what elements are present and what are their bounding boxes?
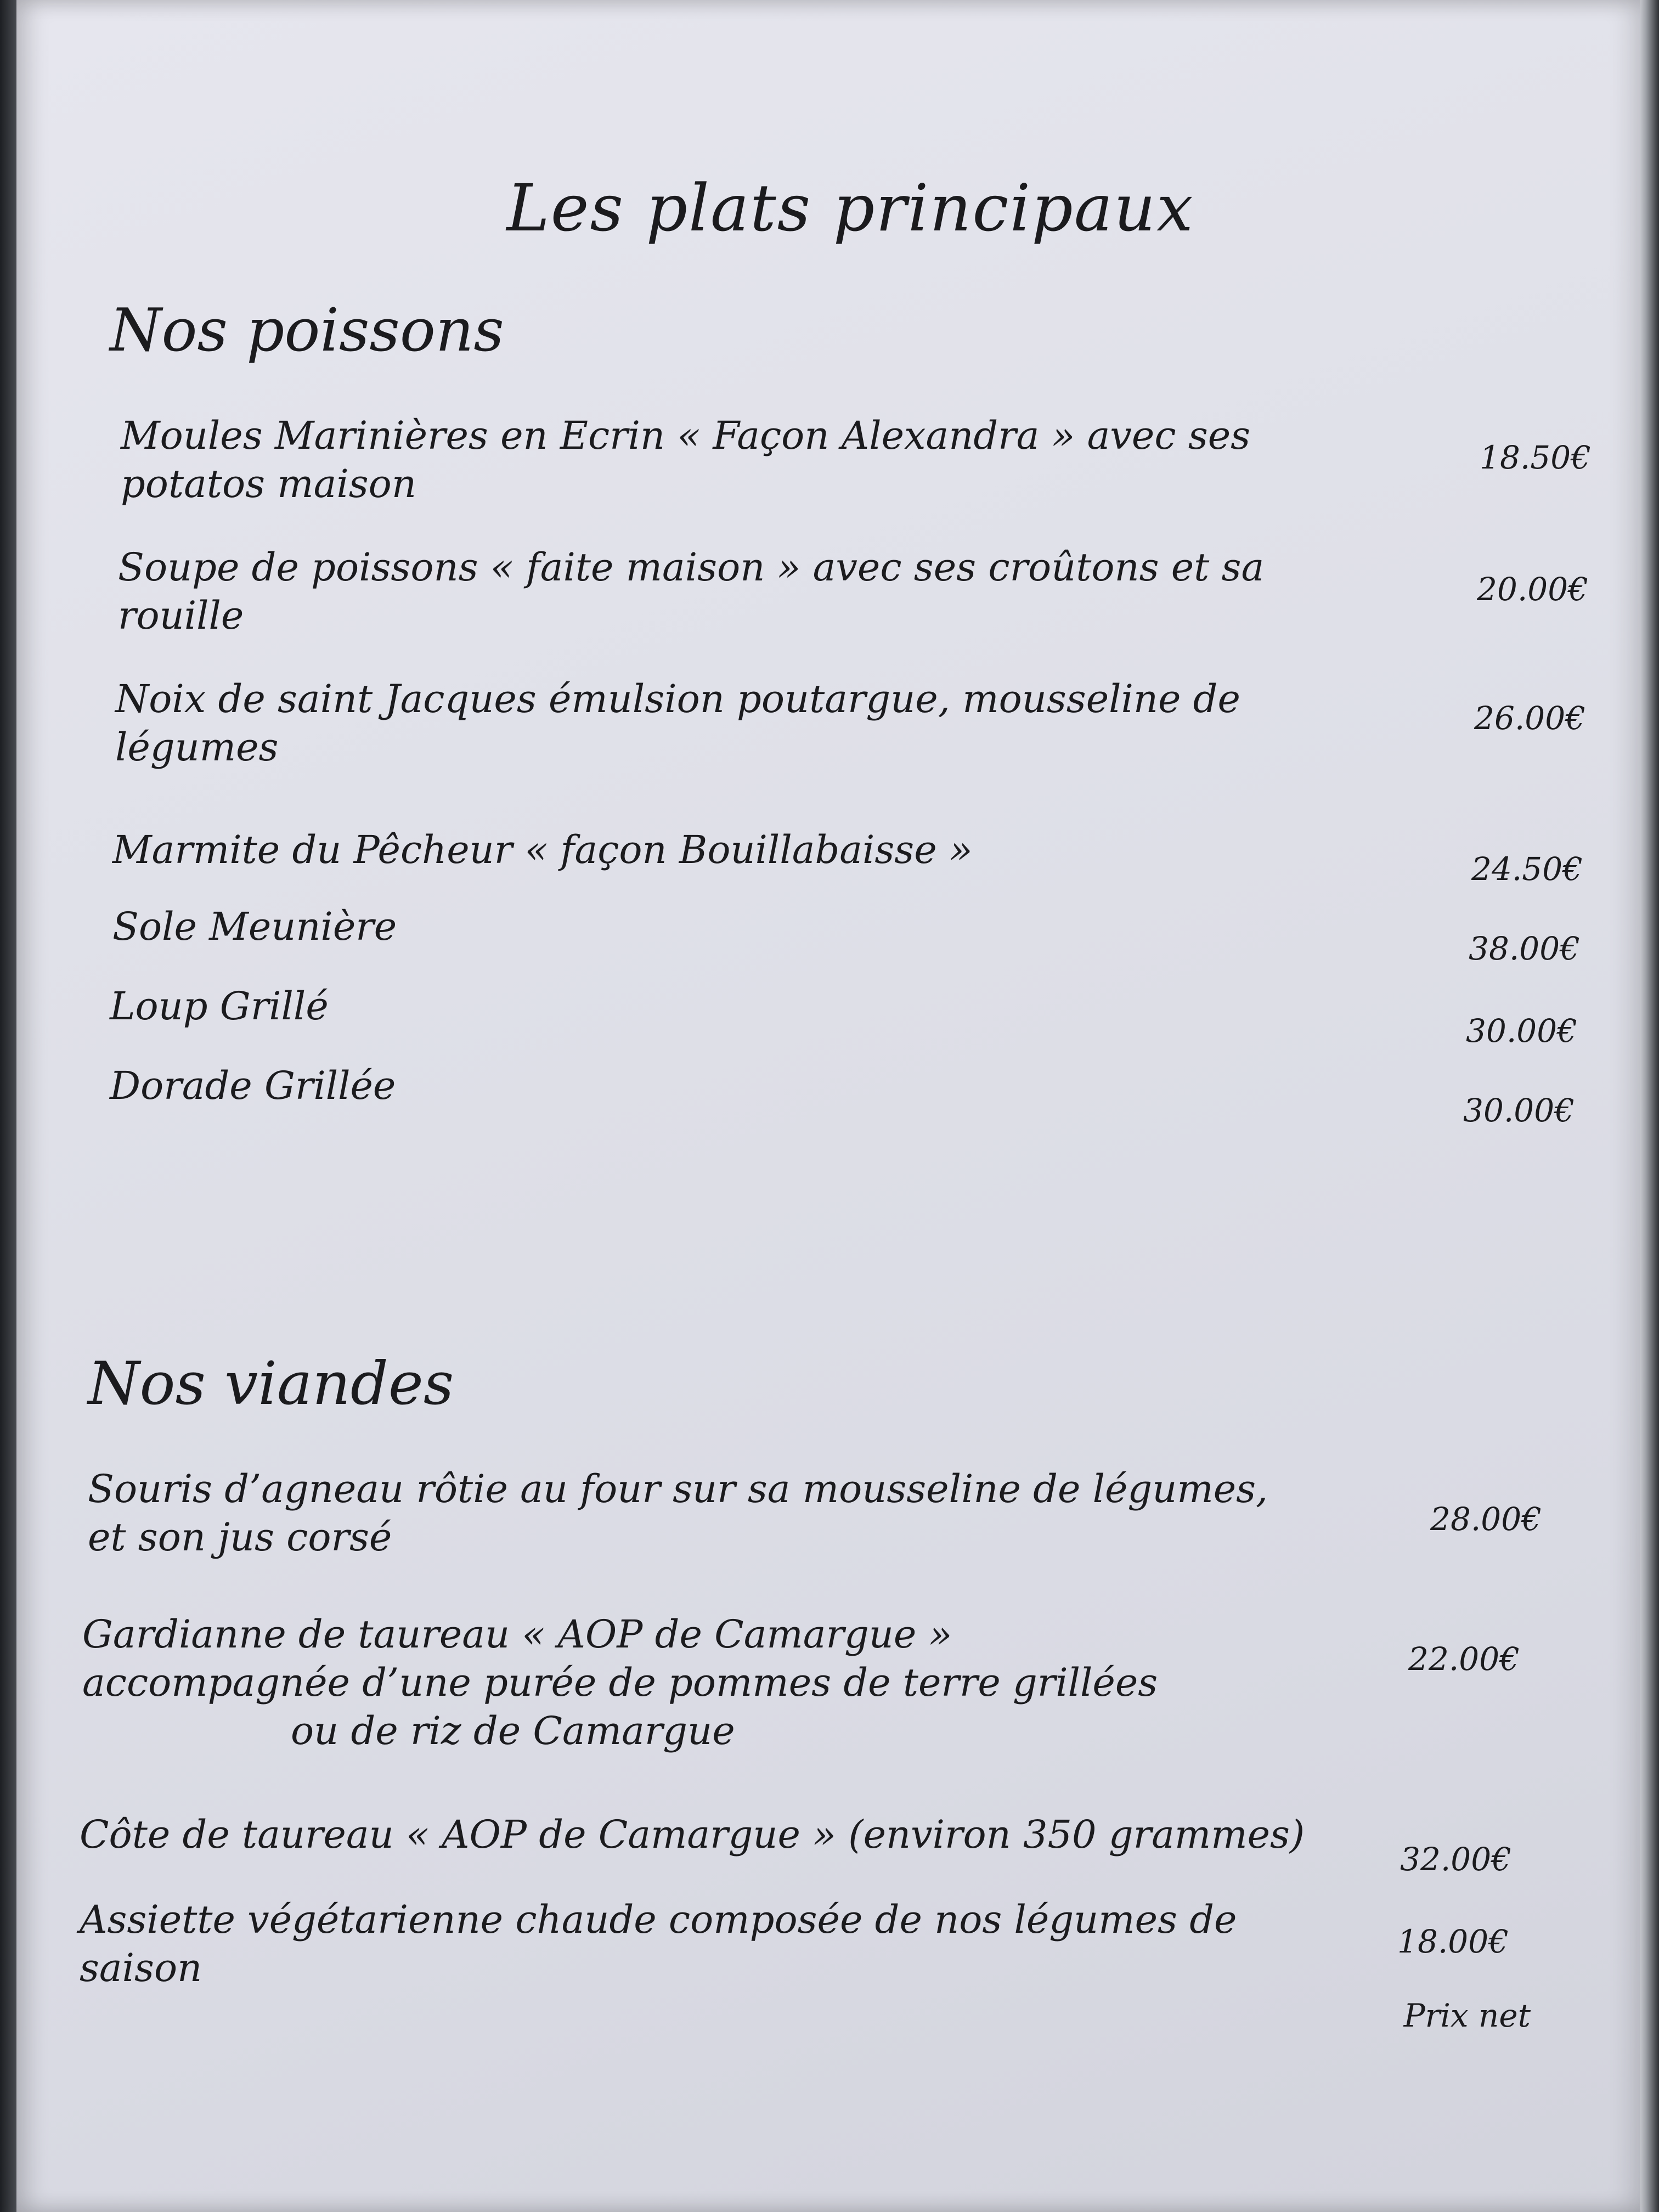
page-edge xyxy=(1637,0,1659,2212)
menu-item-name: Assiette végétarienne chaude composée de nos légumes de saison xyxy=(80,1897,1237,1990)
price-note: Prix net xyxy=(1403,1997,1531,2034)
menu-item-price: 18.00€ xyxy=(1397,1923,1509,1960)
menu-item-price: 30.00€ xyxy=(1463,1092,1575,1129)
menu-item-name: Dorade Grillée xyxy=(110,1063,396,1108)
page-title: Les plats principaux xyxy=(506,170,1194,246)
menu-item-price: 24.50€ xyxy=(1471,850,1583,888)
menu-item-price: 30.00€ xyxy=(1466,1012,1577,1049)
menu-item-name: Côte de taureau « AOP de Camargue » (environ 350 grammes) xyxy=(80,1812,1305,1857)
menu-item-name: Sole Meunière xyxy=(112,904,397,949)
menu-item-group xyxy=(82,1610,1180,1755)
menu-page xyxy=(16,0,1640,2212)
menu-item-price: 20.00€ xyxy=(1477,571,1588,608)
menu-item-price: 18.50€ xyxy=(1480,439,1591,476)
menu-item-name: Gardianne de taureau « AOP de Camargue » accompagnée d’une purée de pommes de terre grillées xyxy=(82,1612,1158,1705)
menu-item-price: 28.00€ xyxy=(1430,1500,1542,1538)
menu-item-price: 26.00€ xyxy=(1474,699,1585,737)
menu-item-name: Moules Marinières en Ecrin « Façon Alexandra » avec ses potatos maison xyxy=(121,413,1251,506)
section-title-meat: Nos viandes xyxy=(88,1350,454,1418)
menu-item-name: Souris d’agneau rôtie au four sur sa mousseline de légumes, et son jus corsé xyxy=(88,1466,1268,1560)
menu-item-price: 22.00€ xyxy=(1408,1640,1520,1678)
menu-item-price: 38.00€ xyxy=(1469,930,1580,967)
menu-item-name: Loup Grillé xyxy=(110,984,329,1029)
menu-item-name-continued: ou de riz de Camargue xyxy=(291,1708,735,1753)
menu-item-name: Soupe de poissons « faite maison » avec ses croûtons et sa rouille xyxy=(118,545,1265,638)
menu-item-name: Noix de saint Jacques émulsion poutargue, mousseline de légumes xyxy=(115,676,1240,770)
menu-item-name: Marmite du Pêcheur « façon Bouillabaisse » xyxy=(112,827,973,872)
menu-item-price: 32.00€ xyxy=(1400,1841,1511,1878)
section-title-fish: Nos poissons xyxy=(110,296,504,365)
